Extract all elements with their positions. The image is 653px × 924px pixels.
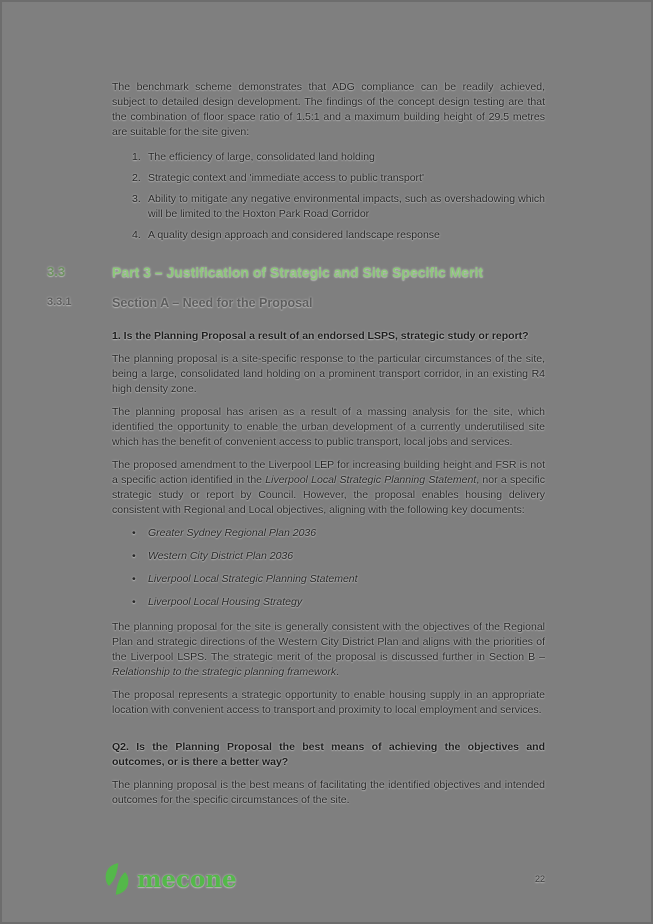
page-number: 22 [534, 874, 545, 884]
q1-paragraph-3-text: , nor a specific strategic study or report by Council. However, the proposal enables housing delivery consistent with Regional and Local objectives, aligning with the following key documents: [112, 474, 545, 516]
list-text: The efficiency of large, consolidated land holding [148, 151, 375, 163]
list-item [132, 192, 545, 222]
q1-paragraph-4-text: . [336, 666, 340, 678]
bullet-icon: • [132, 550, 136, 562]
bullet-item [132, 572, 545, 587]
subsection-heading-row [47, 295, 545, 311]
q1-paragraph-4-text: The planning proposal for the site is generally consistent with the objectives of the Regional Plan and strategic directions of the Western City District Plan and aligns with the priorities of the Liverpool LSPS. The strategic merit of the proposal is discussed further in Section B – [112, 621, 545, 663]
bullet-text: Liverpool Local Housing Strategy [148, 596, 303, 608]
list-number: 3. [132, 193, 141, 205]
q1-paragraph-3 [112, 458, 545, 518]
list-text: Strategic context and 'immediate access to public transport' [148, 172, 424, 184]
page-content [47, 80, 545, 808]
mecone-logo [102, 862, 237, 896]
subsection-title: Section A – Need for the Proposal [112, 296, 313, 310]
mecone-leaf-icon [102, 862, 132, 896]
list-number: 1. [132, 151, 141, 163]
list-item [132, 150, 545, 165]
list-number: 4. [132, 229, 141, 241]
bullet-item [132, 526, 545, 541]
list-item [132, 228, 545, 243]
q1-paragraph-1: The planning proposal is a site-specific response to the particular circumstances of the site, being a large, consolidated land holding on a prominent transport corridor, in an existing R4 high density zone. [112, 353, 545, 395]
bullet-icon: • [132, 527, 136, 539]
bullet-icon: • [132, 596, 136, 608]
mecone-logo-text: mecone [137, 865, 237, 893]
q1-paragraph-5: The proposal represents a strategic opportunity to enable housing supply in an appropriate location with convenient access to transport and proximity to local employment and services. [112, 689, 545, 716]
list-item [132, 171, 545, 186]
bullet-item [132, 595, 545, 610]
section-b-reference-italic: Relationship to the strategic planning framework [112, 666, 337, 678]
page-footer [102, 862, 545, 896]
document-title-italic: Liverpool Local Strategic Planning Statement [265, 474, 477, 486]
bullet-text: Liverpool Local Strategic Planning Statement [148, 573, 358, 585]
question-2-heading: Q2. Is the Planning Proposal the best means of achieving the objectives and outcomes, or is there a better way? [112, 741, 545, 768]
bullet-item [132, 549, 545, 564]
section-title: Part 3 – Justification of Strategic and Site Specific Merit [112, 264, 484, 280]
list-text: A quality design approach and considered landscape response [148, 229, 440, 241]
key-documents-bullet-list [132, 526, 545, 610]
section-heading-row [47, 263, 545, 281]
subsection-number: 3.3.1 [47, 296, 72, 308]
question-1-heading: 1. Is the Planning Proposal a result of an endorsed LSPS, strategic study or report? [112, 330, 529, 342]
list-number: 2. [132, 172, 141, 184]
q1-paragraph-4 [112, 620, 545, 680]
section-number: 3.3 [47, 264, 66, 279]
intro-paragraph: The benchmark scheme demonstrates that ADG compliance can be readily achieved, subject to detailed design development. The findings of the concept design testing are that the combination of floor space ratio of 1.5:1 and a maximum building height of 29.5 metres are suitable for the site given: [112, 81, 545, 138]
q2-paragraph-1: The planning proposal is the best means of facilitating the identified objectives and intended outcomes for the specific circumstances of the site. [112, 779, 545, 806]
bullet-icon: • [132, 573, 136, 585]
list-text: Ability to mitigate any negative environmental impacts, such as overshadowing which will be limited to the Hoxton Park Road Corridor [148, 193, 545, 220]
q1-paragraph-3-text: The proposed amendment to the Liverpool LEP for increasing building height and FSR is not a specific action identified in the [112, 459, 545, 486]
bullet-text: Western City District Plan 2036 [148, 550, 294, 562]
criteria-numbered-list [132, 150, 545, 243]
bullet-text: Greater Sydney Regional Plan 2036 [148, 527, 317, 539]
q1-paragraph-2: The planning proposal has arisen as a result of a massing analysis for the site, which identified the opportunity to enable the urban development of a currently underutilised site which has the benefit of convenient access to public transport, local jobs and services. [112, 406, 545, 448]
